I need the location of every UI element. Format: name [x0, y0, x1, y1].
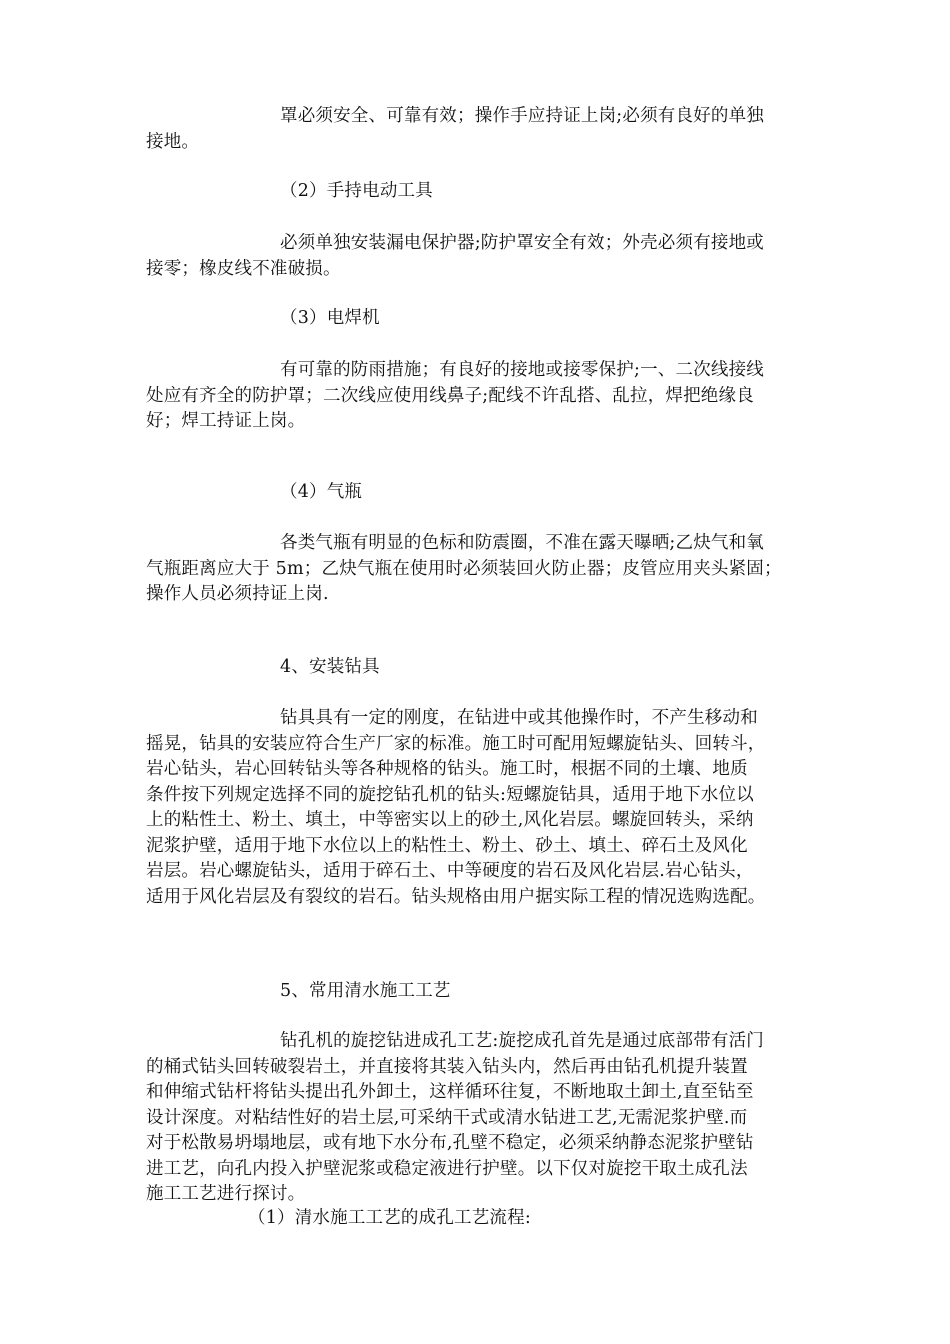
text-line: 进工艺，向孔内投入护壁泥浆或稳定液进行护壁。以下仅对旋挖干取土成孔法	[146, 1158, 748, 1179]
text-line: 钻具具有一定的刚度，在钻进中或其他操作时，不产生移动和	[280, 708, 758, 728]
text-line: 条件按下列规定选择不同的旋挖钻孔机的钻头:短螺旋钻具，适用于地下水位以	[146, 784, 754, 805]
text-line: 对于松散易坍塌地层，或有地下水分布,孔壁不稳定，必须采纳静态泥浆护壁钻	[146, 1133, 754, 1153]
heading-text: （3）电焊机	[280, 308, 380, 328]
paragraph-install-drill	[146, 706, 826, 910]
text-line: 设计深度。对粘结性好的岩土层,可采纳干式或清水钻进工艺,无需泥浆护壁.而	[146, 1107, 748, 1128]
text-line: 钻孔机的旋挖钻进成孔工艺:旋挖成孔首先是通过底部带有活门	[280, 1031, 764, 1051]
text-line: 上的粘性土、粉土、填土，中等密实以上的砂土,风化岩层。螺旋回转头，采纳	[146, 810, 754, 830]
heading-gas-cylinder	[146, 480, 826, 506]
text-line: 罩必须安全、可靠有效；操作手应持证上岗;必须有良好的单独	[280, 106, 764, 126]
text-line: 岩心钻头，岩心回转钻头等各种规格的钻头。施工时，根据不同的土壤、地质	[146, 759, 748, 779]
text-line: 各类气瓶有明显的色标和防震圈，不准在露天曝晒;乙炔气和氧	[280, 533, 764, 553]
section-title: 5、常用清水施工工艺	[280, 981, 451, 1001]
text-line: 泥浆护壁，适用于地下水位以上的粘性土、粉土、砂土、填土、碎石土及风化	[146, 835, 748, 856]
text-line: 气瓶距离应大于 5m；乙炔气瓶在使用时必须装回火防止器；皮管应用夹头紧固；	[146, 558, 782, 579]
section-install-drill	[146, 655, 826, 681]
text-line: 好；焊工持证上岗。	[146, 411, 306, 431]
paragraph-welding-machine	[146, 358, 826, 435]
text-line: 必须单独安装漏电保护器;防护罩安全有效；外壳必须有接地或	[280, 233, 764, 253]
text-line: 和伸缩式钻杆将钻头提出孔外卸土，这样循环往复，不断地取土卸土,直至钻至	[146, 1082, 754, 1102]
text-line: 适用于风化岩层及有裂纹的岩石。钻头规格由用户据实际工程的情况选购选配。	[146, 886, 766, 907]
heading-handheld-tools	[146, 179, 826, 205]
text-line: 处应有齐全的防护罩；二次线应使用线鼻子;配线不许乱搭、乱拉，焊把绝缘良	[146, 385, 754, 406]
paragraph-handheld-tools	[146, 231, 826, 282]
heading-hole-forming-flow	[146, 1206, 826, 1232]
text-line: 的桶式钻头回转破裂岩土，并直接将其装入钻头内，然后再由钻孔机提升装置	[146, 1056, 748, 1077]
paragraph-clear-water-process	[146, 1029, 826, 1208]
heading-text: （4）气瓶	[280, 482, 363, 502]
text-line: 接零；橡皮线不准破损。	[146, 258, 341, 279]
paragraph-gas-cylinder	[146, 531, 826, 608]
section-clear-water-process	[146, 979, 826, 1005]
paragraph-grounding	[146, 104, 826, 155]
text-line: 岩层。岩心螺旋钻头，适用于碎石土、中等硬度的岩石及风化岩层.岩心钻头，	[146, 861, 754, 881]
heading-welding-machine	[146, 306, 826, 332]
heading-text: （2）手持电动工具	[280, 181, 433, 201]
section-title: 4、安装钻具	[280, 657, 380, 677]
text-line: 有可靠的防雨措施；有良好的接地或接零保护;一、二次线接线	[280, 360, 764, 380]
text-line: 操作人员必须持证上岗.	[146, 584, 329, 604]
heading-text: （1）清水施工工艺的成孔工艺流程:	[248, 1208, 531, 1228]
text-line: 施工工艺进行探讨。	[146, 1184, 306, 1204]
text-line: 接地。	[146, 131, 200, 152]
text-line: 摇晃，钻具的安装应符合生产厂家的标准。施工时可配用短螺旋钻头、回转斗，	[146, 733, 766, 754]
